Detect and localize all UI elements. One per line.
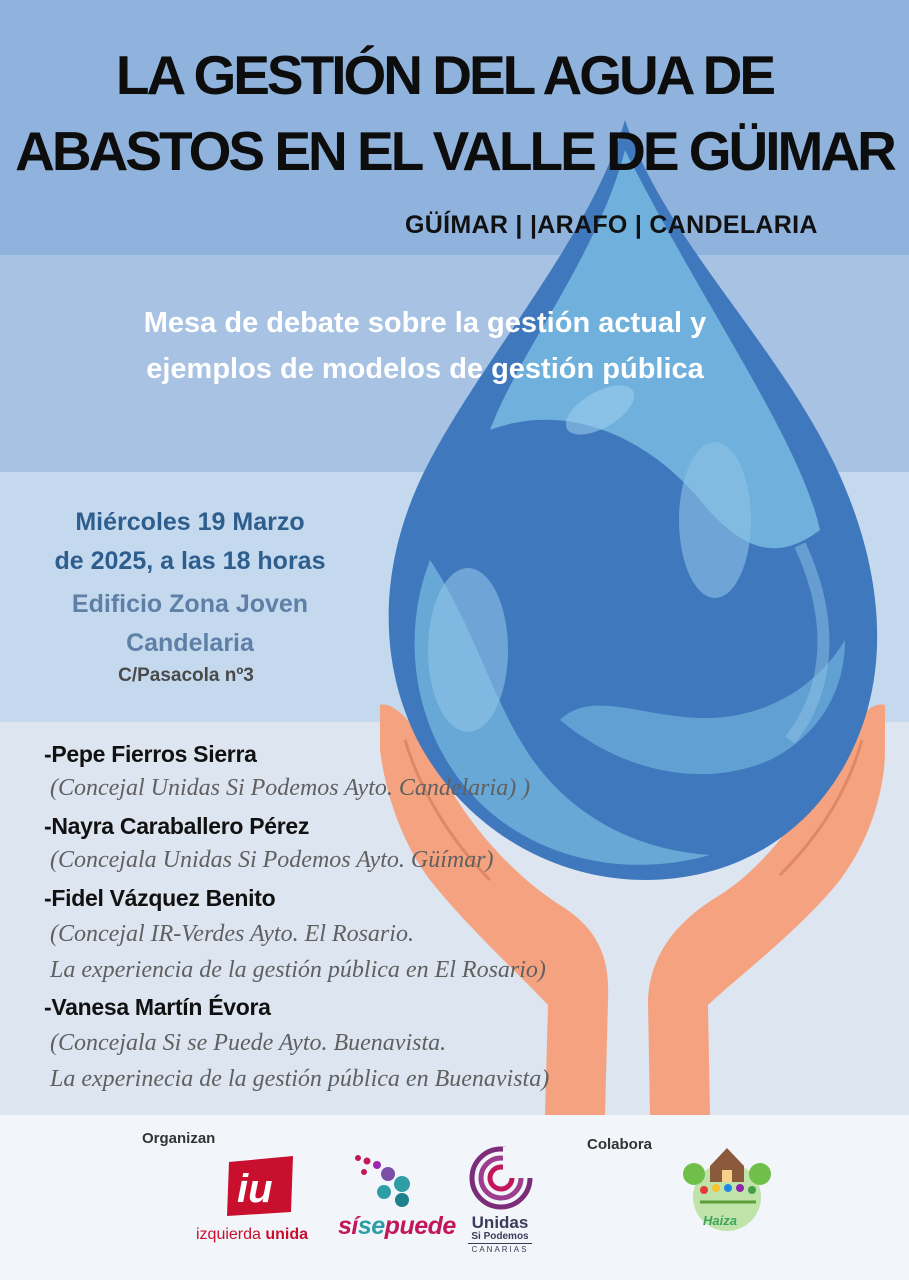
- haiza-logo-text: Haiza: [703, 1213, 737, 1228]
- izquierda-unida-logo-icon: [225, 1152, 297, 1220]
- speaker-name: -Nayra Caraballero Pérez: [44, 813, 310, 839]
- subtitle-line-2: ejemplos de modelos de gestión pública: [146, 353, 704, 385]
- event-date-line-1: Miércoles 19 Marzo: [75, 508, 305, 536]
- speaker-role: (Concejal IR-Verdes Ayto. El Rosario.: [50, 921, 414, 947]
- si-se-puede-logo-icon: [352, 1152, 422, 1210]
- si-se-puede-logo-text: sísepuede: [338, 1212, 456, 1240]
- speaker-name: -Vanesa Martín Évora: [44, 994, 271, 1020]
- svg-text:iu: iu: [237, 1167, 273, 1211]
- speaker-role: La experinecia de la gestión pública en Buenavista): [50, 1066, 550, 1092]
- speaker-name: -Fidel Vázquez Benito: [44, 885, 276, 911]
- event-venue-line-1: Edificio Zona Joven: [71, 590, 309, 618]
- poster-title-line-2: ABASTOS EN EL VALLE DE GÜIMAR: [15, 120, 894, 182]
- speaker-name: -Pepe Fierros Sierra: [44, 741, 257, 767]
- speaker-role: (Concejal Unidas Si Podemos Ayto. Candelaria) ): [50, 775, 531, 801]
- event-date-line-2: de 2025, a las 18 horas: [54, 547, 326, 575]
- organizers-label: Organizan: [142, 1130, 216, 1147]
- speaker-role: La experiencia de la gestión pública en El Rosario): [50, 957, 546, 983]
- poster-title-line-1: LA GESTIÓN DEL AGUA DE: [115, 44, 774, 106]
- unidas-si-podemos-logo-icon: [469, 1145, 533, 1211]
- subtitle-line-1: Mesa de debate sobre la gestión actual y: [143, 307, 707, 339]
- towns-list: GÜÍMAR | |ARAFO | CANDELARIA: [405, 211, 818, 239]
- izquierda-unida-logo-text: izquierda unida: [196, 1226, 309, 1243]
- event-venue-line-2: Candelaria: [126, 629, 254, 657]
- speaker-role: (Concejala Si se Puede Ayto. Buenavista.: [50, 1030, 447, 1056]
- collaborator-label: Colabora: [587, 1136, 653, 1153]
- event-address: C/Pasacola nº3: [118, 665, 254, 686]
- unidas-si-podemos-logo-text: Unidas Si Podemos CANARIAS: [468, 1214, 532, 1255]
- poster-subtitle: [0, 300, 850, 392]
- speaker-role: (Concejala Unidas Si Podemos Ayto. Güímar): [50, 847, 494, 873]
